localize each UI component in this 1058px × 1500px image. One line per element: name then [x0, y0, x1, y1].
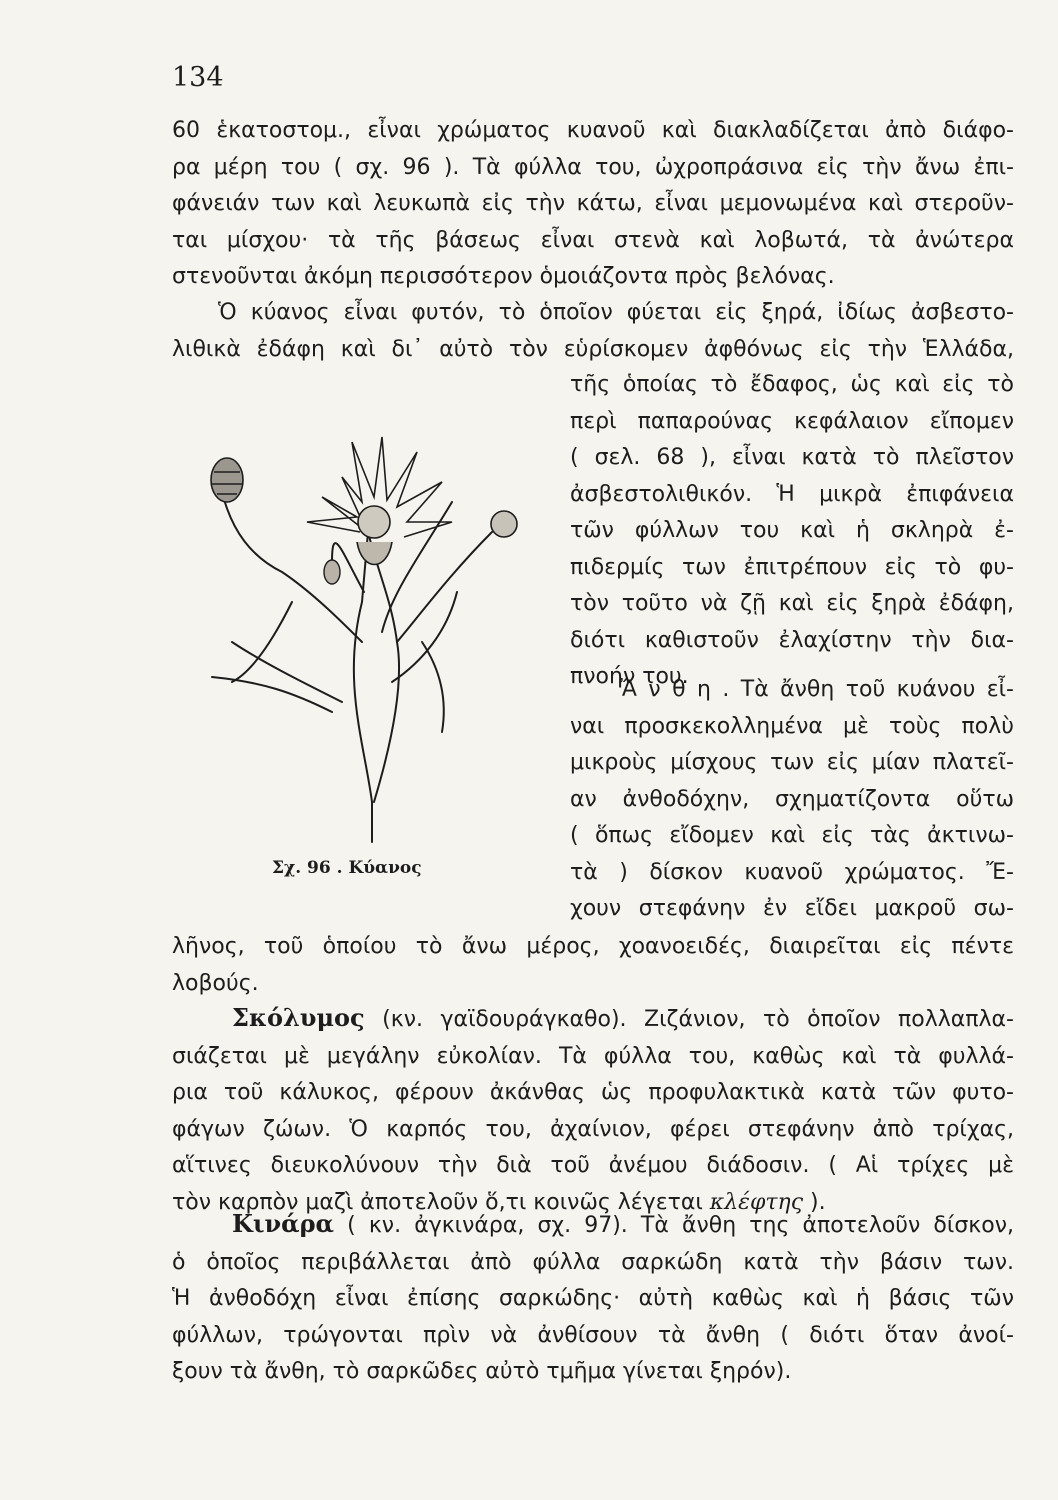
text-line: φάνειάν των καὶ λευκωπὰ εἰς τὴν κάτω, εἶναι μεμονωμένα καὶ στεροῦν-: [172, 191, 1014, 216]
text-line: [172, 1206, 1014, 1245]
figure-caption: Σχ. 96 . Κύανος: [272, 858, 422, 878]
text-line: λοβούς.: [172, 970, 259, 996]
text-line: στενοῦνται ἀκόμη περισσότερον ὁμοιάζοντα πρὸς βελόνας.: [172, 264, 835, 289]
text-line: Ἡ ἀνθοδόχη εἶναι ἐπίσης σαρκώδης· αὐτὴ καθὼς καὶ ἡ βάσις τῶν: [172, 1286, 1014, 1311]
paragraph-habitat-continued: [570, 367, 1014, 696]
text-line: λῆνος, τοῦ ὁποίου τὸ ἄνω μέρος, χοανοειδές, διαιρεῖται εἰς πέντε: [172, 934, 1014, 959]
text-line: αν ἀνθοδόχην, σχηματίζοντα οὕτω: [570, 786, 1014, 812]
text-line: φύλλων, τρώγονται πρὶν νὰ ἀνθίσουν τὰ ἄνθη ( διότι ὅταν ἀνοί-: [172, 1322, 1014, 1348]
text-line: Ὁ κύανος εἶναι φυτόν, τὸ ὁποῖον φύεται εἰς ξηρά, ἰδίως ἀσβεστο-: [218, 300, 1014, 325]
cornflower-illustration: [192, 382, 552, 852]
text-line: τὰ ) δίσκον κυανοῦ χρώματος. Ἔ-: [570, 859, 1014, 885]
text-line: ἀσβεστολιθικόν. Ἡ μικρὰ ἐπιφάνεια: [570, 481, 1014, 507]
italic-term: κλέφτης: [709, 1189, 804, 1215]
paragraph-kinara: [172, 1206, 1014, 1391]
text-line: τὸν τοῦτο νὰ ζῇ καὶ εἰς ξηρὰ ἐδάφη,: [570, 591, 1014, 616]
text-line: τῶν φύλλων του καὶ ἡ σκληρὰ ἐ-: [570, 518, 1014, 543]
text-line: πνοήν του.: [570, 664, 689, 689]
text-span: ( κν. ἀγκινάρα, σχ. 97). Τὰ ἄνθη της ἀποτελοῦν δίσκον,: [347, 1213, 1014, 1238]
text-line: σιάζεται μὲ μεγάλην εὐκολίαν. Τὰ φύλλα του, καθὼς καὶ τὰ φυλλά-: [172, 1043, 1014, 1069]
text-line: χουν στεφάνην ἐν εἴδει μακροῦ σω-: [570, 896, 1014, 921]
text-line: ναι προσκεκολλημένα μὲ τοὺς πολὺ: [570, 713, 1014, 739]
paragraph-habitat: [172, 295, 1014, 368]
text-line: ( ὅπως εἴδομεν καὶ εἰς τὰς ἀκτινω-: [570, 823, 1014, 848]
text-line: αἵτινες διευκολύνουν τὴν διὰ τοῦ ἀνέμου διάδοσιν. ( Αἱ τρίχες μὲ: [172, 1153, 1014, 1178]
text-line: Ἄ ν θ η . Τὰ ἄνθη τοῦ κυάνου εἶ-: [620, 677, 1014, 702]
text-line: ται μίσχου· τὰ τῆς βάσεως εἶναι στενὰ καὶ λοβωτά, τὰ ἀνώτερα: [172, 227, 1014, 253]
text-line: περὶ παπαρούνας κεφάλαιον εἴπομεν: [570, 408, 1014, 434]
text-line: [172, 1000, 1014, 1039]
paragraph-skolymos: [172, 1000, 1014, 1221]
text-line: ρια τοῦ κάλυκος, φέρουν ἀκάνθας ὡς προφυλακτικὰ κατὰ τῶν φυτο-: [172, 1080, 1014, 1105]
text-line: φάγων ζώων. Ὁ καρπός του, ἀχαίνιον, φέρει στεφάνην ἀπὸ τρίχας,: [172, 1116, 1014, 1142]
text-line: μικροὺς μίσχους των εἰς μίαν πλατεῖ-: [570, 750, 1014, 775]
text-span: ).: [803, 1189, 826, 1215]
text-line: λιθικὰ ἐδάφη καὶ δι᾽ αὐτὸ τὸν εὑρίσκομεν ἀφθόνως εἰς τὴν Ἑλλάδα,: [172, 336, 1014, 362]
page-number: 134: [172, 62, 224, 93]
text-line: πιδερμίς των ἐπιτρέπουν εἰς τὸ φυ-: [570, 554, 1014, 580]
text-line: ( σελ. 68 ), εἶναι κατὰ τὸ πλεῖστον: [570, 445, 1014, 470]
paragraph-flowers-continued: [172, 929, 1014, 1002]
text-line: τῆς ὁποίας τὸ ἔδαφος, ὡς καὶ εἰς τὸ: [570, 372, 1014, 397]
text-span: τὸν καρπὸν μαζὶ ἀποτελοῦν ὅ,τι κοινῶς λέγεται: [172, 1189, 703, 1215]
text-line: ὁ ὁποῖος περιβάλλεται ἀπὸ φύλλα σαρκώδη κατὰ τὴν βάσιν των.: [172, 1249, 1014, 1275]
text-line: ξουν τὰ ἄνθη, τὸ σαρκῶδες αὐτὸ τμῆμα γίνεται ξηρόν).: [172, 1359, 792, 1384]
text-line: 60 ἑκατοστομ., εἶναι χρώματος κυανοῦ καὶ διακλαδίζεται ἀπὸ διάφο-: [172, 118, 1014, 143]
paragraph-description: [172, 113, 1014, 296]
section-heading: Σκόλυμος: [232, 1003, 365, 1032]
text-line: ρα μέρη του ( σχ. 96 ). Τὰ φύλλα του, ὠχροπράσινα εἰς τὴν ἄνω ἐπι-: [172, 154, 1014, 180]
paragraph-flowers: [570, 672, 1014, 928]
text-line: διότι καθιστοῦν ἐλαχίστην τὴν δια-: [570, 627, 1014, 653]
text-span: (κν. γαϊδουράγκαθο). Ζιζάνιον, τὸ ὁποῖον πολλαπλα-: [382, 1007, 1014, 1032]
section-heading: Κινάρα: [232, 1209, 335, 1238]
